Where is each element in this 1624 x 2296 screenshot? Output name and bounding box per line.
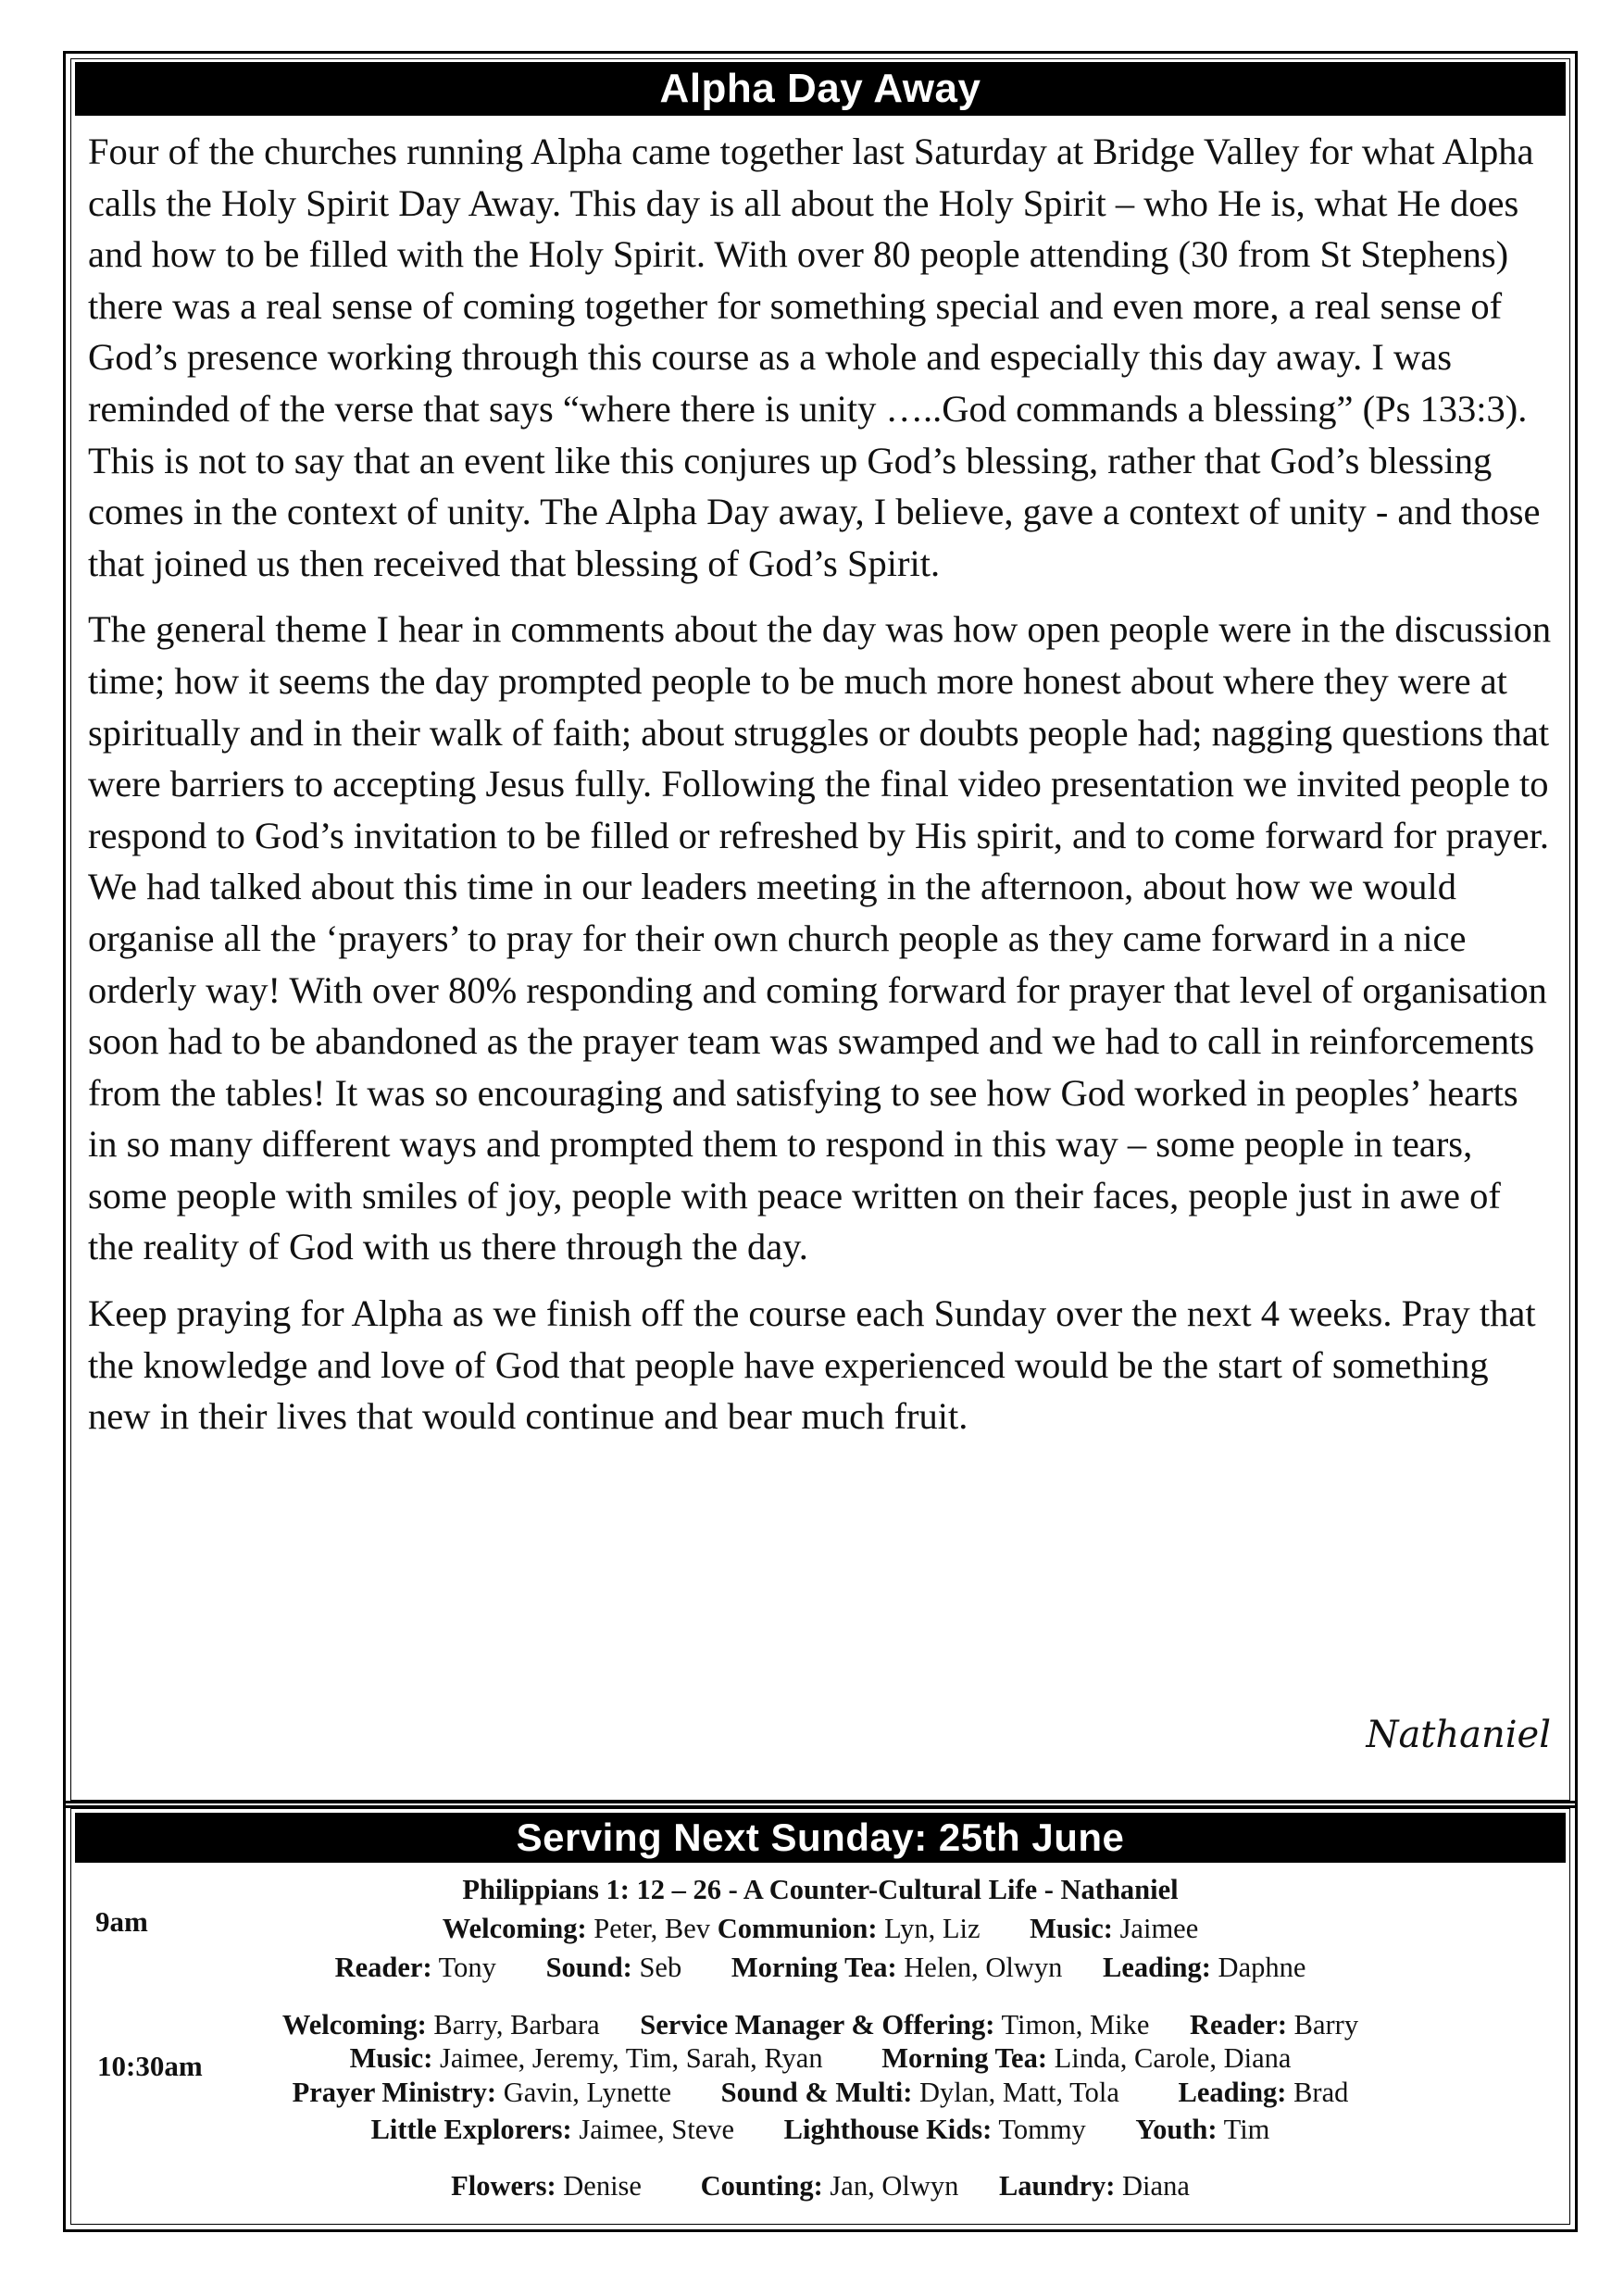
youth-value: Tim <box>1217 2114 1270 2145</box>
sound-label: Sound: <box>545 1952 632 1983</box>
reader-label: Reader: <box>1189 2009 1287 2040</box>
service-time-1030am: 10:30am <box>97 2050 203 2082</box>
sound-value: Seb <box>631 1952 682 1983</box>
alpha-article-body <box>88 126 1553 1457</box>
sound-multi-value: Dylan, Matt, Tola <box>912 2077 1119 2108</box>
service-manager-label: Service Manager & Offering: <box>640 2009 995 2040</box>
youth-label: Youth: <box>1135 2114 1218 2145</box>
leading-label: Leading: <box>1102 1952 1211 1983</box>
reader-label: Reader: <box>334 1952 432 1983</box>
prayer-ministry-value: Gavin, Lynette <box>496 2077 671 2108</box>
music-label: Music: <box>349 2042 433 2074</box>
roster-9am-line-2 <box>66 1952 1575 1984</box>
welcoming-value: Barry, Barbara <box>426 2009 600 2040</box>
leading-value: Brad <box>1286 2077 1349 2108</box>
roster-9am-line-1 <box>66 1913 1575 1945</box>
leading-value: Daphne <box>1210 1952 1306 1983</box>
roster-1030-line-2 <box>66 2042 1575 2075</box>
little-explorers-label: Little Explorers: <box>370 2114 572 2145</box>
prayer-ministry-label: Prayer Ministry: <box>292 2077 497 2108</box>
roster-1030-line-4 <box>66 2114 1575 2146</box>
serving-title: Serving Next Sunday: 25th June <box>75 1813 1566 1863</box>
welcoming-label: Welcoming: <box>281 2009 427 2040</box>
music-value: Jaimee, Jeremy, Tim, Sarah, Ryan <box>432 2042 823 2074</box>
welcoming-label: Welcoming: <box>442 1913 587 1944</box>
sermon-title: Philippians 1: 12 – 26 - A Counter-Cultural Life - Nathaniel <box>462 1874 1179 1905</box>
alpha-title: Alpha Day Away <box>75 62 1566 116</box>
service-time-9am: 9am <box>95 1905 148 1938</box>
serving-roster-box <box>63 1801 1578 2232</box>
morning-tea-label: Morning Tea: <box>881 2042 1048 2074</box>
counting-value: Jan, Olwyn <box>822 2170 959 2202</box>
service-manager-value: Timon, Mike <box>994 2009 1150 2040</box>
alpha-article-box <box>63 51 1578 1808</box>
counting-label: Counting: <box>700 2170 823 2202</box>
sermon-line <box>66 1874 1575 1906</box>
author-signature: Nathaniel <box>1366 1714 1551 1756</box>
morning-tea-label: Morning Tea: <box>731 1952 897 1983</box>
morning-tea-value: Helen, Olwyn <box>896 1952 1063 1983</box>
roster-1030-line-3 <box>66 2077 1575 2109</box>
morning-tea-value: Linda, Carole, Diana <box>1047 2042 1292 2074</box>
little-explorers-value: Jaimee, Steve <box>571 2114 735 2145</box>
welcoming-value: Peter, Bev <box>586 1913 718 1944</box>
flowers-value: Denise <box>556 2170 642 2202</box>
communion-label: Communion: <box>717 1913 878 1944</box>
laundry-value: Diana <box>1115 2170 1190 2202</box>
music-label: Music: <box>1030 1913 1113 1944</box>
lighthouse-kids-value: Tommy <box>992 2114 1086 2145</box>
reader-value: Barry <box>1287 2009 1359 2040</box>
roster-general-line <box>66 2170 1575 2202</box>
communion-value: Lyn, Liz <box>877 1913 981 1944</box>
alpha-paragraph-2: The general theme I hear in comments about the day was how open people were in the discussion time; how it seems the day prompted people to be much more honest about where they were at spiritually and in their walk of faith; about struggles or doubts people had; nagging questions that were barriers to accepting Jesus fully. Following the final video presentation we invited people to respond to God’s invitation to be filled or refreshed by His spirit, and to come forward for prayer. We had talked about this time in our leaders meeting in the afternoon, about how we would organise all the ‘prayers’ to pray for their own church people as they came forward in a nice orderly way! With over 80% responding and coming forward for prayer that level of organisation soon had to be abandoned as the prayer team was swamped and we had to call in reinforcements from the tables! It was so encouraging and satisfying to see how God worked in peoples’ hearts in so many different ways and prompted them to respond in this way – some people in tears, some people with smiles of joy, people with peace written on their faces, people just in awe of the reality of God with us there through the day. <box>88 608 1552 1268</box>
flowers-label: Flowers: <box>451 2170 556 2202</box>
alpha-paragraph-3: Keep praying for Alpha as we finish off the course each Sunday over the next 4 weeks. Pray that the knowledge and love of God that people have experienced would be the start of something new in their lives that would continue and bear much fruit. <box>88 1292 1536 1438</box>
reader-value: Tony <box>431 1952 496 1983</box>
sound-multi-label: Sound & Multi: <box>720 2077 913 2108</box>
leading-label: Leading: <box>1178 2077 1287 2108</box>
music-value: Jaimee <box>1112 1913 1199 1944</box>
alpha-paragraph-1: Four of the churches running Alpha came together last Saturday at Bridge Valley for what Alpha calls the Holy Spirit Day Away. This day is all about the Holy Spirit – who He is, what He does and how to be filled with the Holy Spirit. With over 80 people attending (30 from St Stephens) there was a real sense of coming together for something special and even more, a real sense of God’s presence working through this course as a whole and especially this day away. I was reminded of the verse that says “where there is unity …..God commands a blessing” (Ps 133:3). This is not to say that an event like this conjures up God’s blessing, rather that God’s blessing comes in the context of unity. The Alpha Day away, I believe, gave a context of unity - and those that joined us then received that blessing of God’s Spirit. <box>88 131 1541 584</box>
laundry-label: Laundry: <box>998 2170 1116 2202</box>
lighthouse-kids-label: Lighthouse Kids: <box>783 2114 993 2145</box>
roster-1030-line-1 <box>66 2009 1575 2041</box>
